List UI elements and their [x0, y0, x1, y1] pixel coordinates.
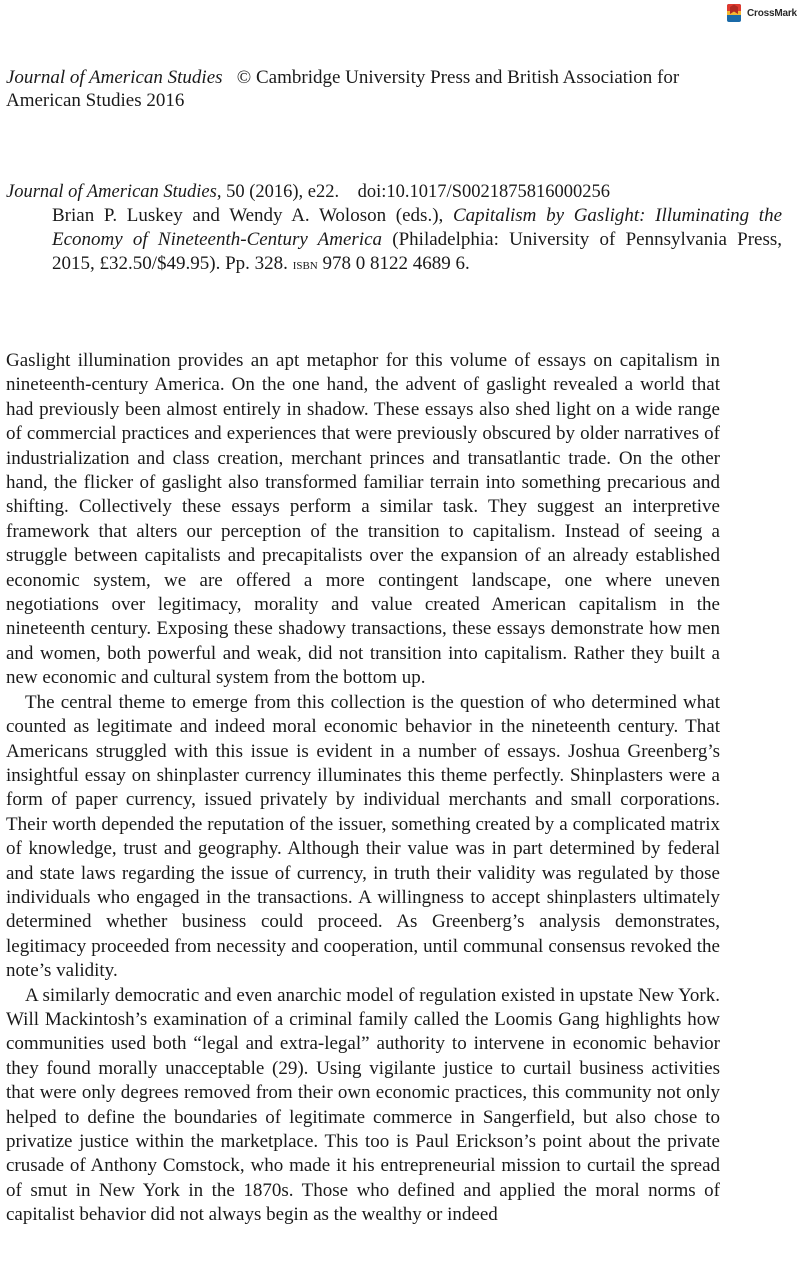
crossmark-label: CrossMark [747, 7, 797, 19]
paragraph: A similarly democratic and even anarchic model of regulation existed in upstate New York. Will Mackintosh’s examination of a criminal family called the Loomis Gang highlights how communities used both “legal and extra-legal” authority to intervene in economic behavior they found morally unacceptable (29). Using vigilante justice to curtail business activities that were only degrees removed from their own economic practices, this community not only helped to define the boundaries of legitimate commerce in Sangerfield, but also chose to privatize justice within the marketplace. This too is Paul Erickson’s point about the private crusade of Anthony Comstock, who made it his entrepreneurial mission to curtail the spread of smut in New York in the 1870s. Those who defined and applied the moral norms of capitalist behavior did not always begin as the wealthy or indeed [6, 984, 720, 1226]
citation-volume: , 50 (2016), e22. [216, 182, 340, 202]
paragraph: The central theme to emerge from this collection is the question of who determined what counted as legitimate and indeed moral economic behavior in the nineteenth century. That Americans struggled with this issue is evident in a number of essays. Joshua Greenberg’s insightful essay on shinplaster currency illuminates this theme perfectly. Shinplasters were a form of paper currency, issued privately by individual merchants and small corporations. Their worth depended the reputation of the issuer, something created by a complicated matrix of knowledge, trust and geography. Although their value was in part determined by federal and state laws regarding the issue of currency, in truth their validity was regulated by those individuals who engaged in the transactions. A willingness to accept shinplasters ultimately determined whether business could proceed. As Greenberg’s analysis demonstrates, legitimacy proceeded from necessity and cooperation, until communal consensus revoked the note’s validity. [6, 691, 720, 982]
crossmark-icon [724, 3, 744, 23]
isbn-label: isbn [292, 256, 318, 273]
citation-line [6, 181, 786, 204]
crossmark-badge[interactable] [724, 2, 800, 24]
citation-journal: Journal of American Studies [6, 182, 217, 202]
book-title: Capitalism by Gaslight: Illuminating the Economy of Nineteenth-Century America [52, 205, 783, 250]
journal-name: Journal of American Studies [6, 67, 223, 88]
copyright-line: © Cambridge University Press and British Association for American Studies 2016 [6, 67, 680, 111]
isbn-number: 978 0 8122 4689 6. [322, 253, 470, 274]
paragraph: Gaslight illumination provides an apt metaphor for this volume of essays on capitalism in nineteenth-century America. On the one hand, the advent of gaslight revealed a world that had previously been almost entirely in shadow. These essays also shed light on a wide range of commercial practices and experiences that were previously obscured by older narratives of industrialization and class creation, merchant princes and transatlantic trade. On the other hand, the flicker of gaslight also transformed familiar terrain into something precarious and shifting. Collectively these essays perform a similar task. They suggest an interpretive framework that alters our perception of the transition to capitalism. Instead of seeing a struggle between capitalists and precapitalists over the expansion of an already established economic system, we are offered a more contingent landscape, one where uneven negotiations over legitimacy, morality and value created American capitalism in the nineteenth century. Exposing these shadowy transactions, these essays demonstrate how men and women, both powerful and weak, did not transition into capitalism. Rather they built a new economic and cultural system from the bottom up. [6, 350, 720, 689]
review-body [6, 349, 720, 1228]
book-publication: (Philadelphia: University of Pennsylvania Press, 2015, £32.50/$49.95). Pp. 328. [52, 229, 783, 274]
book-authors: Brian P. Luskey and Wendy A. Woloson (eds.), [52, 205, 444, 226]
doi-link[interactable]: doi:10.1017/S0021875816000256 [357, 182, 610, 202]
book-reference [52, 204, 782, 277]
copyright-notice [6, 66, 726, 112]
